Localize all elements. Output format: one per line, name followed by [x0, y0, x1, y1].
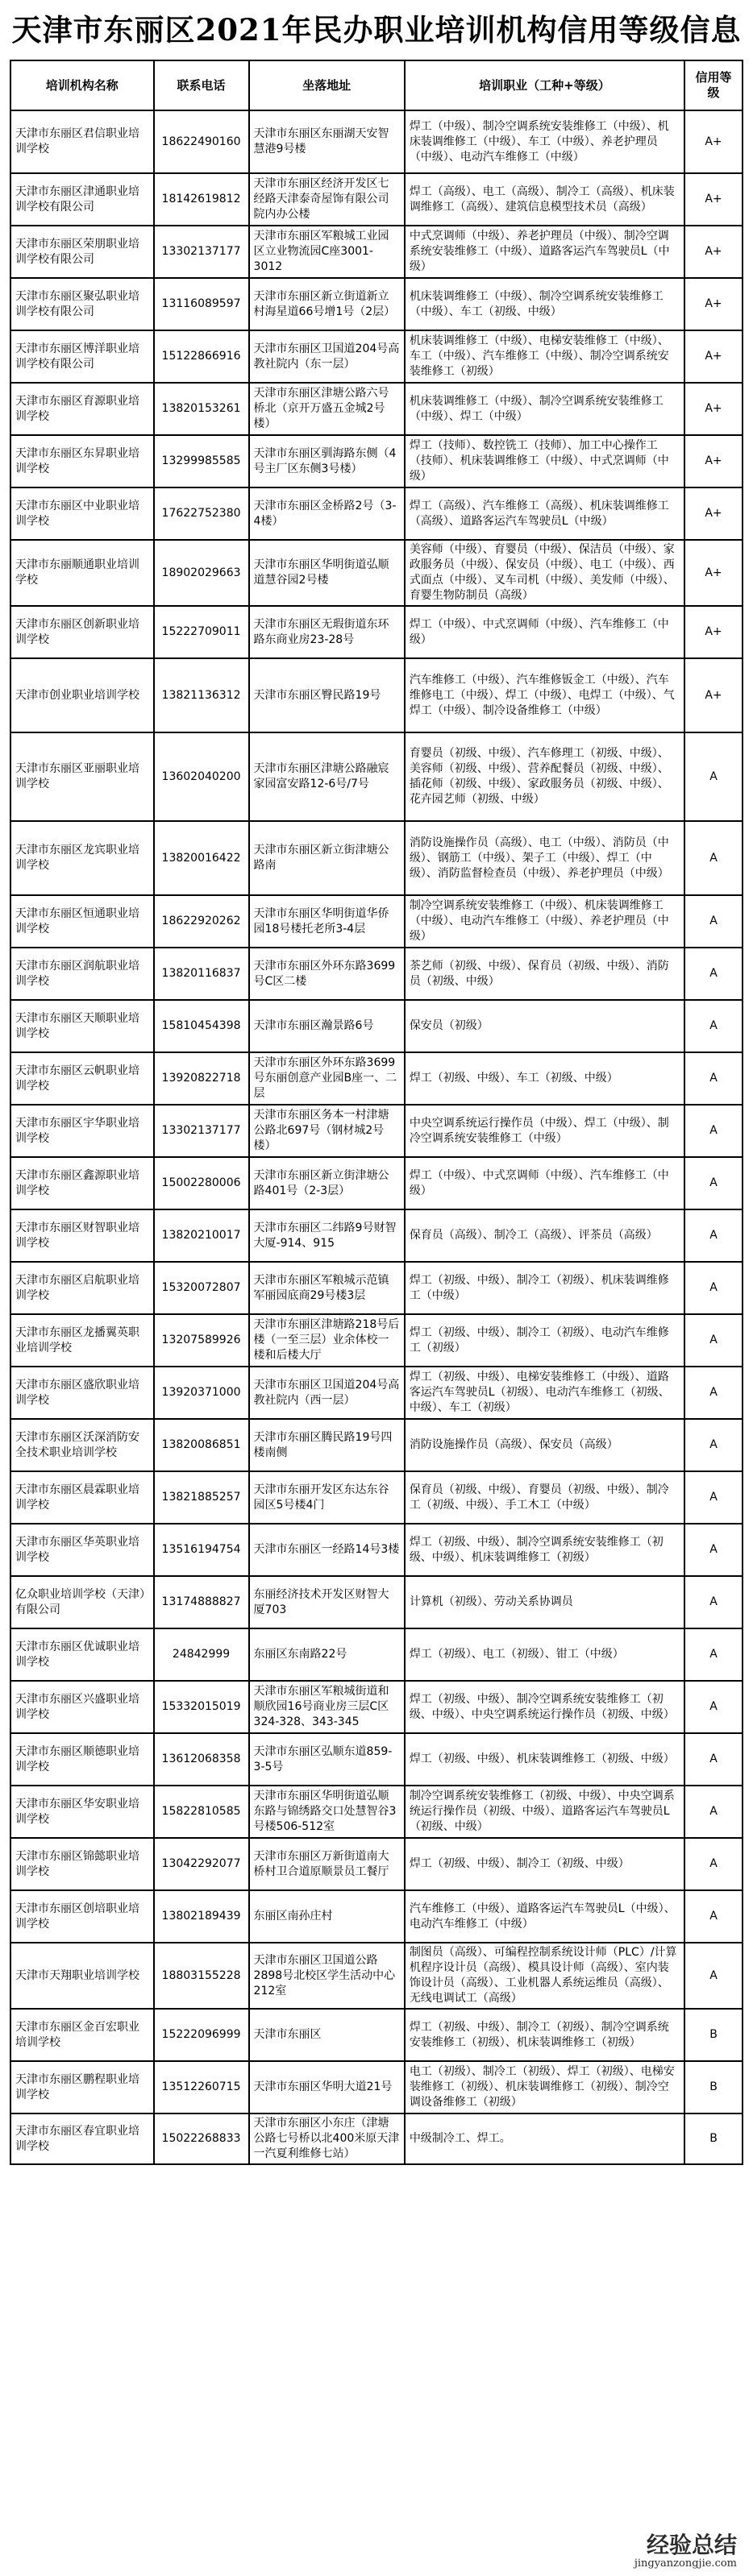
credit-grade-cell: B	[684, 2113, 743, 2164]
header-grade: 信用等级	[684, 60, 743, 110]
credit-grade-cell: A+	[684, 330, 743, 383]
credit-grade-cell: A+	[684, 110, 743, 173]
training-jobs-cell: 焊工（初级、中级）、制冷工（初级、中级）	[405, 1838, 684, 1890]
header-address: 坐落地址	[249, 60, 405, 110]
table-header-row	[10, 60, 743, 110]
address-cell: 天津市东丽区津塘公路六号桥北（京开万盛五金城2号楼）	[249, 383, 405, 435]
credit-grade-cell: A	[684, 1367, 743, 1419]
credit-grade-cell: A	[684, 1419, 743, 1471]
training-jobs-cell: 保安员（初级）	[405, 1000, 684, 1052]
address-cell: 天津市东丽区腾民路19号四楼南侧	[249, 1419, 405, 1471]
address-cell: 天津市东丽区津塘路218号后楼（一至三层）业余体校一楼和后楼大厅	[249, 1314, 405, 1367]
table-row	[10, 110, 743, 173]
phone-number-cell: 15320072807	[154, 1262, 249, 1314]
training-jobs-cell: 机床装调维修工（中级）、电梯安装维修工（中级）、车工（中级）、汽车维修工（中级）、制冷空调系统安装维修工（初级）	[405, 330, 684, 383]
institution-name-cell: 天津市东丽区博洋职业培训学校有限公司	[10, 330, 154, 383]
institution-name-cell: 天津市东丽区润航职业培训学校	[10, 948, 154, 1000]
table-row	[10, 1628, 743, 1681]
credit-grade-cell: A+	[684, 278, 743, 330]
training-jobs-cell: 焊工（初级、中级）、车工（初级、中级）	[405, 1052, 684, 1105]
table-row	[10, 1943, 743, 2009]
address-cell: 天津市东丽区驯海路东侧（4号主厂区东侧3号楼）	[249, 435, 405, 487]
table-row	[10, 1052, 743, 1105]
credit-grade-cell: A	[684, 1786, 743, 1838]
institution-name-cell: 天津市东丽区顺德职业培训学校	[10, 1733, 154, 1786]
institution-name-cell: 天津市东丽区天顺职业培训学校	[10, 1000, 154, 1052]
training-jobs-cell: 焊工（中级）、制冷空调系统安装维修工（中级）、机床装调维修工（中级）、车工（中级）、养老护理员（中级）、电动汽车维修工（中级）	[405, 110, 684, 173]
address-cell: 天津市东丽区华明街道弘顺东路与锦绣路交口处慧智谷3号楼506-512室	[249, 1786, 405, 1838]
address-cell: 天津市东丽区经济开发区七经路天津泰奇屋饰有限公司院内办公楼	[249, 173, 405, 226]
phone-number-cell: 24842999	[154, 1628, 249, 1681]
phone-number-cell: 15810454398	[154, 1000, 249, 1052]
phone-number-cell: 13820210017	[154, 1209, 249, 1262]
training-jobs-cell: 保育员（高级）、制冷工（高级）、评茶员（高级）	[405, 1209, 684, 1262]
phone-number-cell: 13602040200	[154, 732, 249, 821]
phone-number-cell: 15822810585	[154, 1786, 249, 1838]
credit-grade-cell: A	[684, 1314, 743, 1367]
institution-name-cell: 天津市东丽区金百宏职业培训学校	[10, 2009, 154, 2061]
training-jobs-cell: 消防设施操作员（高级）、电工（中级）、消防员（中级）、钢筋工（中级）、架子工（中级）、焊工（中级）、消防监督检查员（中级）、养老护理员（中级）	[405, 821, 684, 895]
institution-name-cell: 天津市创业职业培训学校	[10, 658, 154, 732]
phone-number-cell: 15022268833	[154, 2113, 249, 2164]
training-jobs-cell: 计算机（初级）、劳动关系协调员	[405, 1576, 684, 1628]
phone-number-cell: 18622490160	[154, 110, 249, 173]
credit-grade-cell: A	[684, 1890, 743, 1943]
training-jobs-cell: 茶艺师（初级、中级）、保育员（初级、中级）、消防员（初级、中级）	[405, 948, 684, 1000]
phone-number-cell: 13042292077	[154, 1838, 249, 1890]
credit-grade-cell: A+	[684, 606, 743, 658]
institution-name-cell: 天津市东丽区聚弘职业培训学校有限公司	[10, 278, 154, 330]
institution-name-cell: 天津市东丽区春宜职业培训学校	[10, 2113, 154, 2164]
institution-name-cell: 天津市东丽区兴盛职业培训学校	[10, 1681, 154, 1733]
phone-number-cell: 18142619812	[154, 173, 249, 226]
address-cell: 天津市东丽区新立街津塘公路401号（2-3层）	[249, 1157, 405, 1209]
institution-name-cell: 天津市东丽区鑫源职业培训学校	[10, 1157, 154, 1209]
watermark-domain: jingyanzongjie.com	[634, 2557, 737, 2570]
table-row	[10, 1471, 743, 1524]
address-cell: 天津市东丽区新立街津塘公路南	[249, 821, 405, 895]
institution-name-cell: 天津市东丽区津通职业培训学校有限公司	[10, 173, 154, 226]
training-jobs-cell: 焊工（高级）、电工（高级）、制冷工（高级）、机床装调维修工（高级）、建筑信息模型技术员（高级）	[405, 173, 684, 226]
table-row	[10, 1890, 743, 1943]
address-cell: 东丽区南孙庄村	[249, 1890, 405, 1943]
phone-number-cell: 13820116837	[154, 948, 249, 1000]
credit-grade-cell: A+	[684, 226, 743, 278]
address-cell: 天津市东丽区华明街道弘顺道慧谷园2号楼	[249, 540, 405, 606]
credit-grade-cell: A	[684, 821, 743, 895]
institution-name-cell: 天津市东丽区荣朋职业培训学校有限公司	[10, 226, 154, 278]
address-cell: 天津市东丽区津塘公路融宸家园富安路12-6号/7号	[249, 732, 405, 821]
address-cell: 天津市东丽区万新街道南大桥村卫合道原顺景员工餐厅	[249, 1838, 405, 1890]
address-cell: 天津市东丽区华明大道21号	[249, 2061, 405, 2113]
institution-name-cell: 天津市东丽区东昇职业培训学校	[10, 435, 154, 487]
page-title: 天津市东丽区2021年民办职业培训机构信用等级信息	[11, 12, 742, 48]
credit-grade-cell: A	[684, 1000, 743, 1052]
address-cell: 天津市东丽开发区东达东谷园区5号楼4门	[249, 1471, 405, 1524]
institution-name-cell: 天津市东丽区华安职业培训学校	[10, 1786, 154, 1838]
training-jobs-cell: 焊工（中级）、中式烹调师（中级）、汽车维修工（中级）	[405, 1157, 684, 1209]
address-cell: 天津市东丽区臀民路19号	[249, 658, 405, 732]
phone-number-cell: 13302137177	[154, 226, 249, 278]
training-jobs-cell: 焊工（初级、中级）、制冷工（初级）、机床装调维修工（中级）	[405, 1262, 684, 1314]
credit-grade-cell: A	[684, 1576, 743, 1628]
table-row	[10, 658, 743, 732]
training-jobs-cell: 电工（初级）、制冷工（初级）、焊工（初级）、电梯安装维修工（初级）、机床装调维修工（初级）、制冷空调设备维修工（初级）	[405, 2061, 684, 2113]
table-body	[10, 110, 743, 2164]
phone-number-cell: 17622752380	[154, 487, 249, 540]
institution-name-cell: 天津市东丽区优诚职业培训学校	[10, 1628, 154, 1681]
address-cell: 天津市东丽区金桥路2号（3-4楼）	[249, 487, 405, 540]
training-jobs-cell: 焊工（初级、中级）、制冷工（初级）、制冷空调系统安装维修工（初级）、机床装调维修工（初级）	[405, 2009, 684, 2061]
header-jobs: 培训职业（工种+等级）	[405, 60, 684, 110]
address-cell: 天津市东丽区无瑕街道东环路东商业房23-28号	[249, 606, 405, 658]
phone-number-cell: 13820153261	[154, 383, 249, 435]
table-row	[10, 278, 743, 330]
training-jobs-cell: 焊工（初级、中级）、制冷空调系统安装维修工（初级、中级）、中央空调系统运行操作员（初级、中级）	[405, 1681, 684, 1733]
credit-grade-cell: B	[684, 2061, 743, 2113]
credit-grade-cell: A+	[684, 383, 743, 435]
credit-grade-cell: A	[684, 1681, 743, 1733]
table-row	[10, 821, 743, 895]
training-jobs-cell: 美容师（中级）、育婴员（中级）、保洁员（中级）、家政服务员（中级）、保安员（中级）、电工（中级）、西式面点（中级）、叉车司机（中级）、美发师（中级）、育婴生物防制员（高级）	[405, 540, 684, 606]
training-jobs-cell: 制冷空调系统安装维修工（初级、中级）、中央空调系统运行操作员（初级、中级）、道路客运汽车驾驶员L（初级、中级）	[405, 1786, 684, 1838]
training-jobs-cell: 机床装调维修工（中级）、制冷空调系统安装维修工（中级）、车工（初级、中级）	[405, 278, 684, 330]
institution-name-cell: 天津市东丽区中业职业培训学校	[10, 487, 154, 540]
table-row	[10, 1314, 743, 1367]
credit-grade-cell: A	[684, 1105, 743, 1157]
table-row	[10, 383, 743, 435]
institution-name-cell: 天津市东丽区创新职业培训学校	[10, 606, 154, 658]
table-row	[10, 948, 743, 1000]
training-jobs-cell: 焊工（初级、中级）、电梯安装维修工（中级）、道路客运汽车驾驶员L（初级）、电动汽车维修工（初级、中级）、车工（初级）	[405, 1367, 684, 1419]
address-cell: 天津市东丽区军粮城工业园区立业物流园C座3001-3012	[249, 226, 405, 278]
phone-number-cell: 13516194754	[154, 1524, 249, 1576]
phone-number-cell: 13512260715	[154, 2061, 249, 2113]
table-row	[10, 226, 743, 278]
address-cell: 天津市东丽区军粮城示范镇军丽园底商29号楼3层	[249, 1262, 405, 1314]
phone-number-cell: 15332015019	[154, 1681, 249, 1733]
institution-name-cell: 天津市东丽区启航职业培训学校	[10, 1262, 154, 1314]
phone-number-cell: 13612068358	[154, 1733, 249, 1786]
address-cell: 天津市东丽区外环东路3699号东丽创意产业园B座一、二层	[249, 1052, 405, 1105]
training-jobs-cell: 育婴员（初级、中级）、汽车修理工（初级、中级）、美容师（初级、中级）、营养配餐员（初级、中级）、插花师（初级、中级）、家政服务员（初级、中级）、花卉园艺师（初级、中级）	[405, 732, 684, 821]
training-jobs-cell: 汽车维修工（中级）、汽车维修钣金工（中级）、汽车维修电工（中级）、焊工（中级）、电焊工（中级）、气焊工（中级）、制冷设备维修工（中级）	[405, 658, 684, 732]
institution-name-cell: 天津市东丽区沃深消防安全技术职业培训学校	[10, 1419, 154, 1471]
phone-number-cell: 13116089597	[154, 278, 249, 330]
address-cell: 东丽经济技术开发区财智大厦703	[249, 1576, 405, 1628]
credit-grade-cell: A	[684, 1262, 743, 1314]
address-cell: 天津市东丽区东丽湖天安智慧港9号楼	[249, 110, 405, 173]
institution-name-cell: 天津市东丽区云帆职业培训学校	[10, 1052, 154, 1105]
address-cell: 天津市东丽区	[249, 2009, 405, 2061]
training-jobs-cell: 焊工（中级）、中式烹调师（中级）、汽车维修工（中级）	[405, 606, 684, 658]
training-jobs-cell: 中央空调系统运行操作员（中级）、焊工（中级）、制冷空调系统安装维修工（中级）	[405, 1105, 684, 1157]
phone-number-cell: 13802189439	[154, 1890, 249, 1943]
address-cell: 天津市东丽区卫国道204号高教社院内（西一层）	[249, 1367, 405, 1419]
header-name: 培训机构名称	[10, 60, 154, 110]
phone-number-cell: 13820086851	[154, 1419, 249, 1471]
training-jobs-cell: 中级制冷工、焊工。	[405, 2113, 684, 2164]
table-row	[10, 1262, 743, 1314]
phone-number-cell: 13207589926	[154, 1314, 249, 1367]
credit-grade-cell: A	[684, 1209, 743, 1262]
table-row	[10, 1157, 743, 1209]
phone-number-cell: 15002280006	[154, 1157, 249, 1209]
table-row	[10, 1681, 743, 1733]
address-cell: 天津市东丽区外环东路3699号C区二楼	[249, 948, 405, 1000]
institution-name-cell: 天津市东丽区龙宾职业培训学校	[10, 821, 154, 895]
training-jobs-cell: 焊工（初级）、电工（初级）、钳工（中级）	[405, 1628, 684, 1681]
training-jobs-cell: 焊工（初级、中级）、机床装调维修工（初级、中级）	[405, 1733, 684, 1786]
table-row	[10, 1733, 743, 1786]
table-row	[10, 1524, 743, 1576]
institution-name-cell: 天津市东丽区鹏程职业培训学校	[10, 2061, 154, 2113]
phone-number-cell: 18902029663	[154, 540, 249, 606]
institution-name-cell: 天津市东丽区恒通职业培训学校	[10, 895, 154, 948]
credit-grade-cell: A	[684, 948, 743, 1000]
credit-grade-cell: A	[684, 1052, 743, 1105]
address-cell: 天津市东丽区弘顺东道859-3-5号	[249, 1733, 405, 1786]
table-row	[10, 2113, 743, 2164]
table-row	[10, 1419, 743, 1471]
training-jobs-cell: 焊工（初级、中级）、制冷工（初级）、电动汽车维修工（初级）	[405, 1314, 684, 1367]
phone-number-cell: 18803155228	[154, 1943, 249, 2009]
phone-number-cell: 15222709011	[154, 606, 249, 658]
credit-grade-cell: A	[684, 1943, 743, 2009]
credit-grade-cell: A+	[684, 173, 743, 226]
institution-name-cell: 天津市东丽区晨霖职业培训学校	[10, 1471, 154, 1524]
phone-number-cell: 13302137177	[154, 1105, 249, 1157]
table-row	[10, 1576, 743, 1628]
address-cell: 天津市东丽区华明街道华侨园18号楼托老所3-4层	[249, 895, 405, 948]
phone-number-cell: 15122866916	[154, 330, 249, 383]
training-jobs-cell: 制冷空调系统安装维修工（中级）、机床装调维修工（中级）、电动汽车维修工（中级）、养老护理员（中级）	[405, 895, 684, 948]
address-cell: 天津市东丽区瀚景路6号	[249, 1000, 405, 1052]
institution-name-cell: 天津市东丽区君信职业培训学校	[10, 110, 154, 173]
institution-name-cell: 天津市东丽区锦懿职业培训学校	[10, 1838, 154, 1890]
address-cell: 天津市东丽区卫国道公路2898号北校区学生活动中心212室	[249, 1943, 405, 2009]
address-cell: 天津市东丽区新立街道新立村海星道66号增1号（2层）	[249, 278, 405, 330]
table-row	[10, 2009, 743, 2061]
training-jobs-cell: 中式烹调师（中级）、养老护理员（中级）、制冷空调系统安装维修工（中级）、道路客运汽车驾驶员L（中级）	[405, 226, 684, 278]
address-cell: 天津市东丽区一经路14号3楼	[249, 1524, 405, 1576]
training-jobs-cell: 焊工（高级）、汽车维修工（高级）、机床装调维修工（高级）、道路客运汽车驾驶员L（中级）	[405, 487, 684, 540]
credit-grade-cell: A	[684, 1157, 743, 1209]
credit-grade-cell: B	[684, 2009, 743, 2061]
table-row	[10, 895, 743, 948]
training-jobs-cell: 汽车维修工（中级）、道路客运汽车驾驶员L（中级）、电动汽车维修工（中级）	[405, 1890, 684, 1943]
table-row	[10, 1209, 743, 1262]
training-jobs-cell: 制图员（高级）、可编程控制系统设计师（PLC）/计算机程序设计员（高级）、模具设计师（高级）、室内装饰设计员（高级）、工业机器人系统运维员（高级）、无线电调试工（高级）	[405, 1943, 684, 2009]
phone-number-cell: 15222096999	[154, 2009, 249, 2061]
table-row	[10, 540, 743, 606]
watermark-brand: 经验总结	[646, 2532, 737, 2558]
table-row	[10, 330, 743, 383]
institution-name-cell: 天津市东丽区华英职业培训学校	[10, 1524, 154, 1576]
table-row	[10, 1838, 743, 1890]
phone-number-cell: 13174888827	[154, 1576, 249, 1628]
address-cell: 天津市东丽区卫国道204号高教社院内（东一层）	[249, 330, 405, 383]
training-jobs-cell: 消防设施操作员（高级）、保安员（高级）	[405, 1419, 684, 1471]
header-phone: 联系电话	[154, 60, 249, 110]
table-row	[10, 732, 743, 821]
institution-name-cell: 天津市东丽区育源职业培训学校	[10, 383, 154, 435]
institution-name-cell: 天津市天翔职业培训学校	[10, 1943, 154, 2009]
address-cell: 东丽区东南路22号	[249, 1628, 405, 1681]
credit-grade-cell: A+	[684, 435, 743, 487]
training-institutions-table	[10, 60, 743, 2165]
training-jobs-cell: 焊工（技师）、数控铣工（技师）、加工中心操作工（技师）、机床装调维修工（中级）、中式烹调师（中级）	[405, 435, 684, 487]
institution-name-cell: 天津市东丽区龙播翼英职业培训学校	[10, 1314, 154, 1367]
credit-grade-cell: A+	[684, 487, 743, 540]
address-cell: 天津市东丽区二纬路9号财智大厦-914、915	[249, 1209, 405, 1262]
address-cell: 天津市东丽区军粮城街道和顺欣园16号商业房三层C区324-328、343-345	[249, 1681, 405, 1733]
phone-number-cell: 18622920262	[154, 895, 249, 948]
phone-number-cell: 13920822718	[154, 1052, 249, 1105]
institution-name-cell: 亿众职业培训学校（天津）有限公司	[10, 1576, 154, 1628]
table-row	[10, 435, 743, 487]
credit-grade-cell: A	[684, 1733, 743, 1786]
credit-grade-cell: A+	[684, 540, 743, 606]
credit-grade-cell: A	[684, 1628, 743, 1681]
phone-number-cell: 13299985585	[154, 435, 249, 487]
phone-number-cell: 13820016422	[154, 821, 249, 895]
credit-grade-cell: A	[684, 895, 743, 948]
watermark-logo	[634, 2533, 737, 2570]
phone-number-cell: 13821136312	[154, 658, 249, 732]
institution-name-cell: 天津市东丽区宇华职业培训学校	[10, 1105, 154, 1157]
table-row	[10, 1105, 743, 1157]
table-row	[10, 487, 743, 540]
phone-number-cell: 13821885257	[154, 1471, 249, 1524]
training-jobs-cell: 焊工（初级、中级）、制冷空调系统安装维修工（初级、中级）、机床装调维修工（初级）	[405, 1524, 684, 1576]
credit-grade-cell: A	[684, 1524, 743, 1576]
institution-name-cell: 天津市东丽区亚丽职业培训学校	[10, 732, 154, 821]
institution-name-cell: 天津市东丽区财智职业培训学校	[10, 1209, 154, 1262]
credit-grade-cell: A+	[684, 658, 743, 732]
table-row	[10, 1367, 743, 1419]
table-row	[10, 1000, 743, 1052]
address-cell: 天津市东丽区小东庄（津塘公路七号桥以北400米原天津一汽夏利维修七站）	[249, 2113, 405, 2164]
address-cell: 天津市东丽区务本一村津塘公路北697号（钢材城2号楼）	[249, 1105, 405, 1157]
institution-name-cell: 天津市东丽区盛欣职业培训学校	[10, 1367, 154, 1419]
training-jobs-cell: 保育员（初级、中级）、育婴员（初级、中级）、制冷工（初级、中级）、手工木工（中级）	[405, 1471, 684, 1524]
credit-grade-cell: A	[684, 732, 743, 821]
table-row	[10, 606, 743, 658]
credit-grade-cell: A	[684, 1471, 743, 1524]
phone-number-cell: 13920371000	[154, 1367, 249, 1419]
table-row	[10, 173, 743, 226]
institution-name-cell: 天津市东丽区创培职业培训学校	[10, 1890, 154, 1943]
table-row	[10, 1786, 743, 1838]
training-jobs-cell: 机床装调维修工（中级）、制冷空调系统安装维修工（中级）、焊工（中级）	[405, 383, 684, 435]
table-row	[10, 2061, 743, 2113]
credit-grade-cell: A	[684, 1838, 743, 1890]
institution-name-cell: 天津市东丽顺通职业培训学校	[10, 540, 154, 606]
